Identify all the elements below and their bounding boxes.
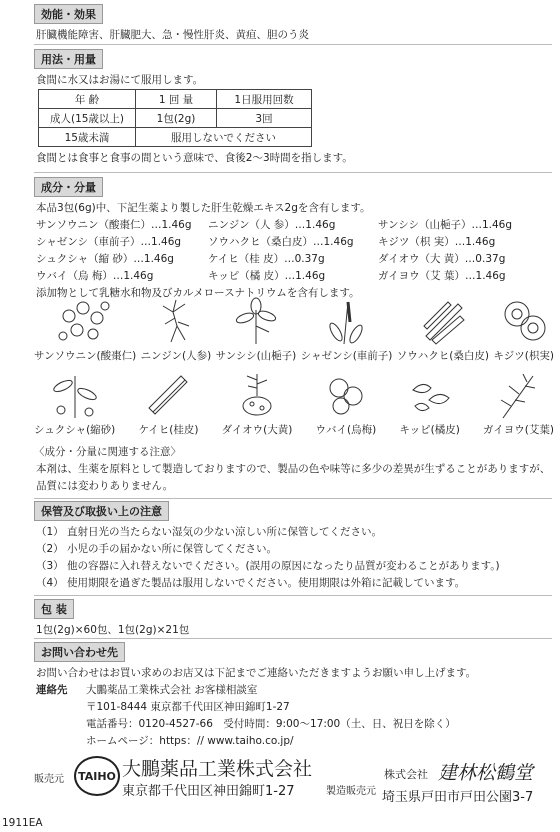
ingredient-item: ニンジン（人 参）…1.46g — [208, 219, 336, 231]
herb-label: サンシシ(山梔子) — [215, 350, 297, 362]
efficacy-header: 効能・効果 — [34, 4, 103, 24]
herb-gaiyou — [483, 370, 554, 437]
seller-label: 販売元 — [34, 774, 64, 785]
table-cell: 成人(15歳以上) — [39, 109, 136, 128]
ingredients-note — [0, 444, 560, 495]
herb-illustration-icon — [493, 370, 543, 420]
herb-label: ケイヒ(桂皮) — [138, 424, 199, 436]
herb-shukusha — [34, 370, 115, 437]
ingredients-list — [36, 217, 560, 285]
taiho-logo-text: TAIHO — [78, 769, 116, 783]
ingredient-item: ソウハクヒ（桑白皮）…1.46g — [208, 236, 354, 248]
contact-homepage[interactable]: ホームページ：https：// www.taiho.co.jp/ — [86, 735, 294, 747]
herb-ninjin — [141, 296, 212, 363]
seller-name: 大鵬薬品工業株式会社 — [122, 758, 313, 780]
herb-ubai — [315, 370, 376, 437]
herb-illustration-icon — [45, 370, 105, 420]
package-section — [0, 599, 560, 639]
ingredients-intro: 本品3包(6g)中、下記生薬より製した肝生乾燥エキス2gを含有します。 — [36, 202, 371, 214]
herb-illustration-icon — [143, 370, 193, 420]
storage-item: （2） 小児の手の届かない所に保管してください。 — [36, 543, 278, 555]
contact-company: 大鵬薬品工業株式会社 お客様相談室 — [86, 684, 258, 696]
ingredient-item: ケイヒ（桂 皮）…0.37g — [208, 253, 325, 265]
contact-address: 〒101-8444 東京都千代田区神田錦町1-27 — [86, 701, 290, 713]
ingredients-header: 成分・分量 — [34, 177, 103, 197]
storage-item: （4） 使用期限を過ぎた製品は服用しないでください。使用期限は外箱に記載しています。 — [36, 577, 466, 589]
additives-text: 添加物として乳糖水和物及びカルメロースナトリウムを含有します。 — [36, 287, 360, 299]
herb-kippi — [399, 370, 459, 437]
herb-illustration-icon — [405, 370, 455, 420]
taiho-logo — [74, 756, 120, 796]
herb-illustrations-row1 — [34, 296, 554, 363]
ingredient-item: キッピ（橘 皮）…1.46g — [208, 270, 326, 282]
herb-label: キッピ(橘皮) — [399, 424, 460, 436]
storage-header: 保管及び取扱い上の注意 — [34, 501, 169, 521]
ingredients-section — [0, 177, 560, 302]
herb-shazenshi — [301, 296, 393, 363]
herb-illustration-icon — [322, 296, 372, 346]
divider — [34, 595, 552, 596]
dosage-section — [0, 49, 560, 167]
divider — [34, 638, 552, 639]
herb-illustrations-row2 — [34, 370, 554, 437]
herb-illustration-icon — [151, 296, 201, 346]
herb-illustration-icon — [418, 296, 468, 346]
divider — [34, 498, 552, 499]
efficacy-section — [0, 4, 560, 44]
table-header-dose: 1 回 量 — [136, 90, 217, 109]
herb-illustration-icon — [499, 296, 549, 346]
ingredients-note-line: 品質には変わりありません。 — [36, 480, 174, 492]
dosage-table — [38, 89, 312, 147]
ingredients-note-title: 〈成分・分量に関連する注意〉 — [34, 446, 181, 458]
herb-label: ガイヨウ(艾葉) — [483, 424, 554, 436]
dosage-intro: 食間に水又はお湯にて服用します。 — [36, 74, 204, 86]
ingredient-item: シャゼンシ（車前子）…1.46g — [36, 236, 182, 248]
table-cell: 服用しないでください — [136, 128, 312, 147]
dosage-note: 食間とは食事と食事の間という意味で、食後2〜3時間を指します。 — [36, 152, 353, 164]
table-cell: 1包(2g) — [136, 109, 217, 128]
ingredients-note-line: 本剤は、生薬を原料として製造しておりますので、製品の色や味等に多少の差異が生ずることがありますが、 — [36, 463, 551, 475]
contact-company-row — [36, 682, 560, 699]
ingredient-item: キジツ（枳 実）…1.46g — [378, 236, 496, 248]
herb-illustration-icon — [321, 370, 371, 420]
herb-label: シャゼンシ(車前子) — [300, 350, 393, 362]
herb-illustration-icon — [232, 370, 282, 420]
ingredient-item: ウバイ（烏 梅）…1.46g — [36, 270, 154, 282]
ingredient-item: シュクシャ（縮 砂）…1.46g — [36, 253, 174, 265]
herb-label: サンソウニン(酸棗仁) — [34, 350, 137, 362]
table-header-times: 1日服用回数 — [217, 90, 312, 109]
ingredient-item: サンシシ（山梔子）…1.46g — [378, 219, 512, 231]
herb-illustration-icon — [55, 296, 115, 346]
package-header: 包 装 — [34, 599, 74, 619]
herb-label: シュクシャ(縮砂) — [34, 424, 116, 436]
storage-section — [0, 501, 560, 592]
contact-intro: お問い合わせはお買い求めのお店又は下記までご連絡いただきますようお願い申し上げます。 — [36, 667, 477, 679]
maker-label: 製造販売元 — [326, 786, 376, 797]
document-code: 1911EA — [2, 817, 43, 829]
table-header-age: 年 齢 — [39, 90, 136, 109]
dosage-header: 用法・用量 — [34, 49, 103, 69]
maker-address: 埼玉県戸田市戸田公園3-7 — [382, 790, 534, 805]
table-cell: 3回 — [217, 109, 312, 128]
herb-label: キジツ(枳実) — [493, 350, 554, 362]
footer — [0, 752, 560, 812]
herb-keihi — [138, 370, 198, 437]
divider — [34, 44, 552, 45]
herb-label: ソウハクヒ(桑白皮) — [396, 350, 489, 362]
herb-sanshishi — [216, 296, 297, 363]
storage-item: （1） 直射日光の当たらない湿気の少ない涼しい所に保管してください。 — [36, 526, 383, 538]
herb-label: ダイオウ(大黄) — [221, 424, 293, 436]
contact-phone: 電話番号：0120-4527-66 受付時間：9:00〜17:00（土、日、祝日を除く） — [86, 718, 456, 730]
efficacy-text: 肝臓機能障害、肝臓肥大、急・慢性肝炎、黄疸、胆のう炎 — [36, 29, 309, 41]
herb-kijitsu — [493, 296, 554, 363]
contact-header: お問い合わせ先 — [34, 642, 125, 662]
ingredient-item: サンソウニン（酸棗仁）…1.46g — [36, 219, 192, 231]
ingredient-item: ガイヨウ（艾 葉）…1.46g — [378, 270, 506, 282]
herb-daiou — [222, 370, 293, 437]
divider — [34, 172, 552, 173]
maker-name: 建林松鶴堂 — [438, 762, 534, 784]
maker-prefix: 株式会社 — [384, 768, 428, 781]
herb-label: ウバイ(烏梅) — [315, 424, 377, 436]
herb-souhakuhi — [397, 296, 489, 363]
storage-item: （3） 他の容器に入れ替えないでください。(誤用の原因になったり品質が変わることがあります。) — [36, 560, 500, 572]
contact-section — [0, 642, 560, 750]
seller-address: 東京都千代田区神田錦町1-27 — [122, 784, 295, 799]
herb-label: ニンジン(人参) — [140, 350, 212, 362]
package-text: 1包(2g)×60包、1包(2g)×21包 — [36, 624, 190, 636]
herb-sansouin — [34, 296, 136, 363]
herb-illustration-icon — [231, 296, 281, 346]
ingredient-item: ダイオウ（大 黄）…0.37g — [378, 253, 506, 265]
table-cell: 15歳未満 — [39, 128, 136, 147]
contact-label: 連絡先 — [36, 684, 68, 696]
